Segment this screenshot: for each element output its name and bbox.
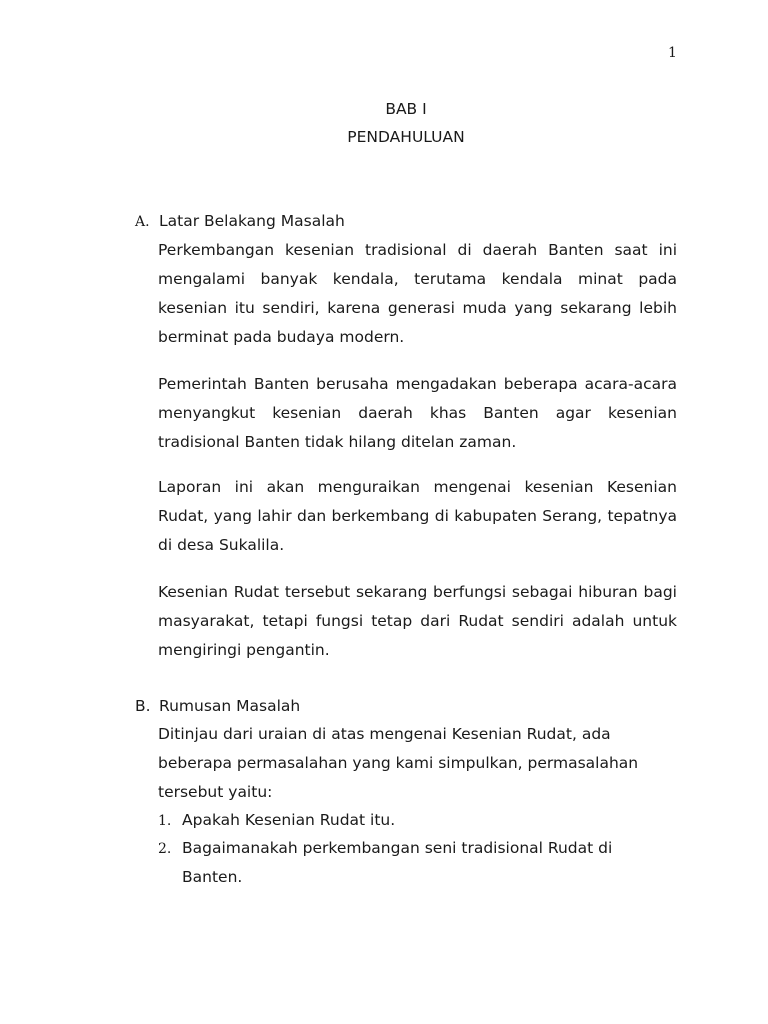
list-item bbox=[158, 806, 658, 835]
page-number: 1 bbox=[668, 45, 677, 61]
list-text: Apakah Kesenian Rudat itu. bbox=[182, 811, 396, 829]
paragraph: Laporan ini akan menguraikan mengenai kesenian Kesenian Rudat, yang lahir dan berkembang di kabupaten Serang, tepatnya di desa Sukalila. bbox=[158, 478, 677, 554]
list-item bbox=[158, 834, 658, 892]
list-number: 1. bbox=[158, 813, 172, 829]
paragraph: Pemerintah Banten berusaha mengadakan beberapa acara-acara menyangkut kesenian daerah khas Banten agar kesenian tradisional Banten tidak hilang ditelan zaman. bbox=[158, 375, 677, 451]
chapter-label: BAB I bbox=[385, 100, 427, 118]
section-a-marker: A. bbox=[135, 214, 150, 230]
section-a-heading bbox=[135, 212, 345, 230]
section-b-intro: Ditinjau dari uraian di atas mengenai Kesenian Rudat, ada beberapa permasalahan yang kami simpulkan, permasalahan tersebut yaitu: bbox=[158, 725, 639, 801]
section-b-heading bbox=[135, 697, 300, 715]
paragraph: Kesenian Rudat tersebut sekarang berfungsi sebagai hiburan bagi masyarakat, tetapi fungsi tetap dari Rudat sendiri adalah untuk mengiringi pengantin. bbox=[158, 583, 677, 659]
section-a-heading-text: Latar Belakang Masalah bbox=[159, 212, 345, 230]
section-b-heading-text: Rumusan Masalah bbox=[159, 697, 301, 715]
list-number: 2. bbox=[158, 841, 172, 857]
paragraph: Perkembangan kesenian tradisional di daerah Banten saat ini mengalami banyak kendala, terutama kendala minat pada kesenian itu sendiri, karena generasi muda yang sekarang lebih berminat pada budaya modern. bbox=[158, 241, 677, 346]
chapter-title: PENDAHULUAN bbox=[347, 128, 465, 146]
section-b-marker: B. bbox=[135, 697, 151, 715]
list-text: Bagaimanakah perkembangan seni tradisional Rudat di Banten. bbox=[182, 839, 613, 886]
